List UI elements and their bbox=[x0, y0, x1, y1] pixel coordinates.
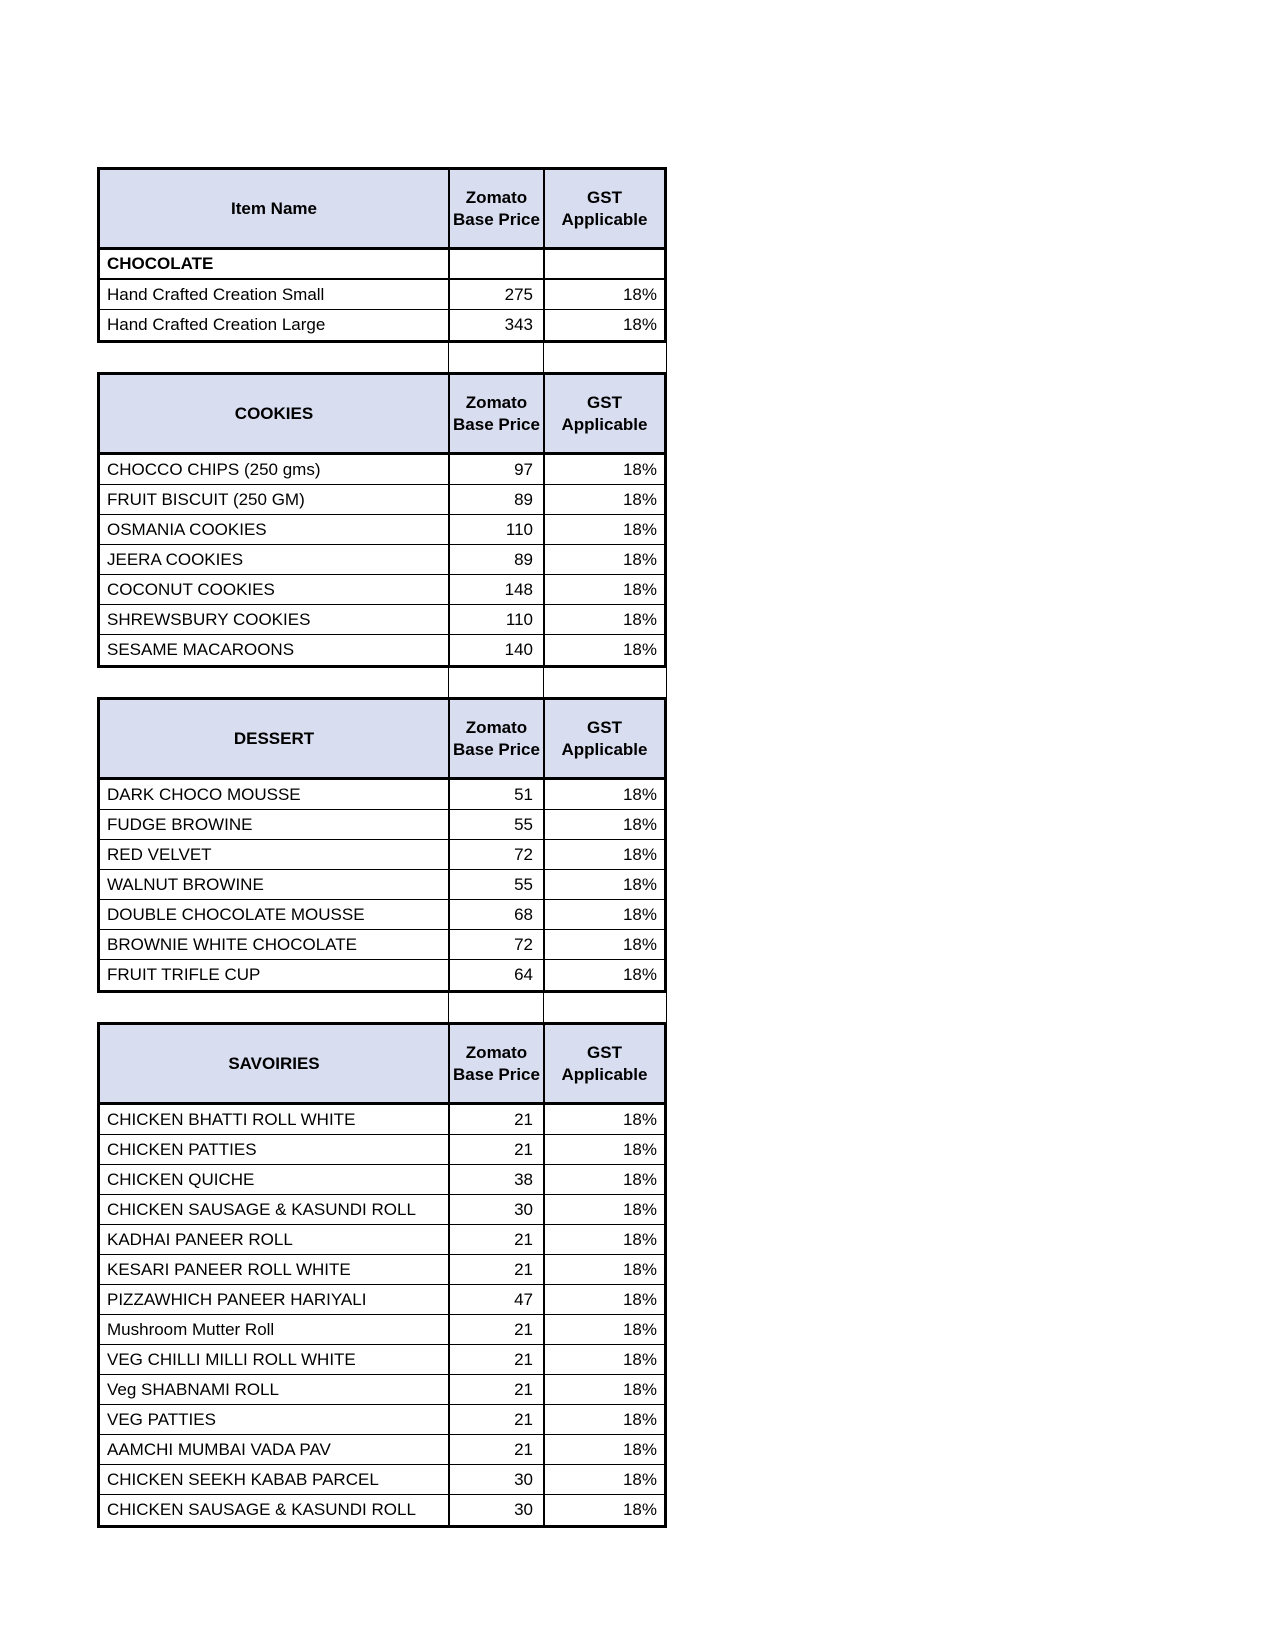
gst-cell: 18% bbox=[543, 605, 664, 634]
gst-cell: 18% bbox=[543, 780, 664, 809]
base-price-cell: 21 bbox=[448, 1315, 543, 1344]
base-price-cell: 21 bbox=[448, 1345, 543, 1374]
item-name-cell: RED VELVET bbox=[107, 844, 212, 864]
section-header-row bbox=[100, 170, 664, 250]
table-row bbox=[100, 310, 664, 340]
table-row bbox=[100, 1465, 664, 1495]
base-price-cell: 55 bbox=[448, 870, 543, 899]
column-header-gst-applicable: GST Applicable bbox=[543, 1025, 664, 1102]
item-name-cell: FRUIT TRIFLE CUP bbox=[107, 965, 261, 984]
base-price-cell: 97 bbox=[448, 455, 543, 484]
item-name-cell: SESAME MACAROONS bbox=[107, 640, 295, 659]
item-name-cell: Hand Crafted Creation Large bbox=[107, 315, 326, 334]
price-list-table bbox=[97, 167, 667, 1528]
table-row bbox=[100, 960, 664, 990]
item-name-cell: DARK CHOCO MOUSSE bbox=[107, 784, 301, 804]
table-row bbox=[100, 1285, 664, 1315]
category-price-cell bbox=[448, 250, 543, 278]
item-name-cell: CHOCCO CHIPS (250 gms) bbox=[107, 459, 321, 479]
gap-gst-spacer bbox=[543, 668, 667, 697]
item-name-cell: CHICKEN BHATTI ROLL WHITE bbox=[107, 1109, 356, 1129]
gap-price-spacer bbox=[448, 343, 543, 372]
base-price-cell: 64 bbox=[448, 960, 543, 990]
category-row bbox=[100, 250, 664, 280]
base-price-cell: 148 bbox=[448, 575, 543, 604]
base-price-cell: 21 bbox=[448, 1225, 543, 1254]
item-name-cell: CHICKEN SAUSAGE & KASUNDI ROLL bbox=[107, 1199, 416, 1219]
table-row bbox=[100, 1375, 664, 1405]
item-name-cell: OSMANIA COOKIES bbox=[107, 519, 267, 539]
item-name-cell: VEG PATTIES bbox=[107, 1409, 216, 1429]
column-header-zomato-base-price: Zomato Base Price bbox=[448, 375, 543, 452]
gst-cell: 18% bbox=[543, 545, 664, 574]
item-name-cell: Mushroom Mutter Roll bbox=[107, 1319, 275, 1339]
item-name-cell: BROWNIE WHITE CHOCOLATE bbox=[107, 934, 357, 954]
item-name-cell: CHICKEN SEEKH KABAB PARCEL bbox=[107, 1469, 379, 1489]
gst-cell: 18% bbox=[543, 930, 664, 959]
gst-cell: 18% bbox=[543, 1285, 664, 1314]
base-price-cell: 89 bbox=[448, 545, 543, 574]
gst-cell: 18% bbox=[543, 310, 664, 340]
gap-name-spacer bbox=[97, 993, 448, 1022]
gst-cell: 18% bbox=[543, 515, 664, 544]
gst-cell: 18% bbox=[543, 1195, 664, 1224]
gst-cell: 18% bbox=[543, 960, 664, 990]
table-row bbox=[100, 1195, 664, 1225]
base-price-cell: 21 bbox=[448, 1135, 543, 1164]
item-name-cell: JEERA COOKIES bbox=[107, 549, 244, 569]
base-price-cell: 55 bbox=[448, 810, 543, 839]
item-name-cell: VEG CHILLI MILLI ROLL WHITE bbox=[107, 1349, 356, 1369]
gst-cell: 18% bbox=[543, 810, 664, 839]
table-row bbox=[100, 605, 664, 635]
table-row bbox=[100, 1255, 664, 1285]
gst-cell: 18% bbox=[543, 900, 664, 929]
table-row bbox=[100, 1435, 664, 1465]
base-price-cell: 72 bbox=[448, 930, 543, 959]
item-name-cell: KESARI PANEER ROLL WHITE bbox=[107, 1259, 351, 1279]
base-price-cell: 21 bbox=[448, 1105, 543, 1134]
column-header-gst-applicable: GST Applicable bbox=[543, 700, 664, 777]
base-price-cell: 140 bbox=[448, 635, 543, 665]
table-row bbox=[100, 1345, 664, 1375]
section-header-row bbox=[100, 375, 664, 455]
base-price-cell: 30 bbox=[448, 1465, 543, 1494]
table-row bbox=[100, 1165, 664, 1195]
item-name-cell: AAMCHI MUMBAI VADA PAV bbox=[107, 1439, 331, 1459]
table-row bbox=[100, 515, 664, 545]
gst-cell: 18% bbox=[543, 840, 664, 869]
gst-cell: 18% bbox=[543, 870, 664, 899]
section-title-cell: SAVOIRIES bbox=[228, 1053, 320, 1073]
base-price-cell: 68 bbox=[448, 900, 543, 929]
gst-cell: 18% bbox=[543, 1225, 664, 1254]
section-title-cell: Item Name bbox=[231, 198, 317, 218]
section-gap-row bbox=[97, 993, 667, 1022]
section-title-cell: DESSERT bbox=[233, 728, 315, 748]
gst-cell: 18% bbox=[543, 1405, 664, 1434]
base-price-cell: 343 bbox=[448, 310, 543, 340]
table-row bbox=[100, 635, 664, 665]
gst-cell: 18% bbox=[543, 485, 664, 514]
table-row bbox=[100, 840, 664, 870]
column-header-zomato-base-price: Zomato Base Price bbox=[448, 700, 543, 777]
item-name-cell: KADHAI PANEER ROLL bbox=[107, 1229, 293, 1249]
base-price-cell: 21 bbox=[448, 1405, 543, 1434]
section-header-row bbox=[100, 700, 664, 780]
gap-price-spacer bbox=[448, 668, 543, 697]
table-row bbox=[100, 1405, 664, 1435]
table-row bbox=[100, 1315, 664, 1345]
gst-cell: 18% bbox=[543, 280, 664, 309]
item-name-cell: FRUIT BISCUIT (250 GM) bbox=[107, 489, 305, 509]
table-section bbox=[97, 1022, 667, 1528]
base-price-cell: 275 bbox=[448, 280, 543, 309]
gap-gst-spacer bbox=[543, 343, 667, 372]
gst-cell: 18% bbox=[543, 1345, 664, 1374]
gst-cell: 18% bbox=[543, 1165, 664, 1194]
item-name-cell: PIZZAWHICH PANEER HARIYALI bbox=[107, 1289, 367, 1309]
table-row bbox=[100, 485, 664, 515]
base-price-cell: 30 bbox=[448, 1195, 543, 1224]
table-row bbox=[100, 545, 664, 575]
item-name-cell: COCONUT COOKIES bbox=[107, 579, 275, 599]
section-gap-row bbox=[97, 343, 667, 372]
table-row bbox=[100, 810, 664, 840]
gst-cell: 18% bbox=[543, 1315, 664, 1344]
gst-cell: 18% bbox=[543, 455, 664, 484]
table-row bbox=[100, 1225, 664, 1255]
gst-cell: 18% bbox=[543, 1255, 664, 1284]
table-row bbox=[100, 1105, 664, 1135]
column-header-zomato-base-price: Zomato Base Price bbox=[448, 1025, 543, 1102]
table-section bbox=[97, 167, 667, 343]
section-header-row bbox=[100, 1025, 664, 1105]
gap-name-spacer bbox=[97, 343, 448, 372]
item-name-cell: DOUBLE CHOCOLATE MOUSSE bbox=[107, 904, 365, 924]
base-price-cell: 38 bbox=[448, 1165, 543, 1194]
base-price-cell: 21 bbox=[448, 1375, 543, 1404]
gst-cell: 18% bbox=[543, 1135, 664, 1164]
table-row bbox=[100, 1495, 664, 1525]
gst-cell: 18% bbox=[543, 1105, 664, 1134]
gst-cell: 18% bbox=[543, 1435, 664, 1464]
gap-price-spacer bbox=[448, 993, 543, 1022]
base-price-cell: 110 bbox=[448, 605, 543, 634]
item-name-cell: Hand Crafted Creation Small bbox=[107, 284, 325, 304]
table-row bbox=[100, 930, 664, 960]
item-name-cell: FUDGE BROWINE bbox=[107, 814, 253, 834]
gst-cell: 18% bbox=[543, 635, 664, 665]
base-price-cell: 89 bbox=[448, 485, 543, 514]
item-name-cell: SHREWSBURY COOKIES bbox=[107, 609, 311, 629]
item-name-cell: CHICKEN QUICHE bbox=[107, 1169, 255, 1189]
section-gap-row bbox=[97, 668, 667, 697]
table-row bbox=[100, 575, 664, 605]
table-row bbox=[100, 1135, 664, 1165]
table-row bbox=[100, 455, 664, 485]
base-price-cell: 30 bbox=[448, 1495, 543, 1525]
base-price-cell: 47 bbox=[448, 1285, 543, 1314]
table-section bbox=[97, 697, 667, 993]
base-price-cell: 110 bbox=[448, 515, 543, 544]
column-header-gst-applicable: GST Applicable bbox=[543, 375, 664, 452]
item-name-cell: Veg SHABNAMI ROLL bbox=[107, 1379, 279, 1399]
base-price-cell: 21 bbox=[448, 1255, 543, 1284]
gst-cell: 18% bbox=[543, 1495, 664, 1525]
gap-gst-spacer bbox=[543, 993, 667, 1022]
base-price-cell: 72 bbox=[448, 840, 543, 869]
table-row bbox=[100, 780, 664, 810]
category-name-cell: CHOCOLATE bbox=[107, 254, 214, 273]
table-row bbox=[100, 280, 664, 310]
column-header-zomato-base-price: Zomato Base Price bbox=[448, 170, 543, 247]
base-price-cell: 51 bbox=[448, 780, 543, 809]
gst-cell: 18% bbox=[543, 1375, 664, 1404]
item-name-cell: CHICKEN SAUSAGE & KASUNDI ROLL bbox=[107, 1500, 416, 1519]
table-row bbox=[100, 900, 664, 930]
gap-name-spacer bbox=[97, 668, 448, 697]
gst-cell: 18% bbox=[543, 1465, 664, 1494]
item-name-cell: WALNUT BROWINE bbox=[107, 874, 264, 894]
table-section bbox=[97, 372, 667, 668]
section-title-cell: COOKIES bbox=[234, 403, 314, 423]
base-price-cell: 21 bbox=[448, 1435, 543, 1464]
column-header-gst-applicable: GST Applicable bbox=[543, 170, 664, 247]
item-name-cell: CHICKEN PATTIES bbox=[107, 1139, 257, 1159]
category-gst-cell bbox=[543, 250, 664, 278]
table-row bbox=[100, 870, 664, 900]
gst-cell: 18% bbox=[543, 575, 664, 604]
